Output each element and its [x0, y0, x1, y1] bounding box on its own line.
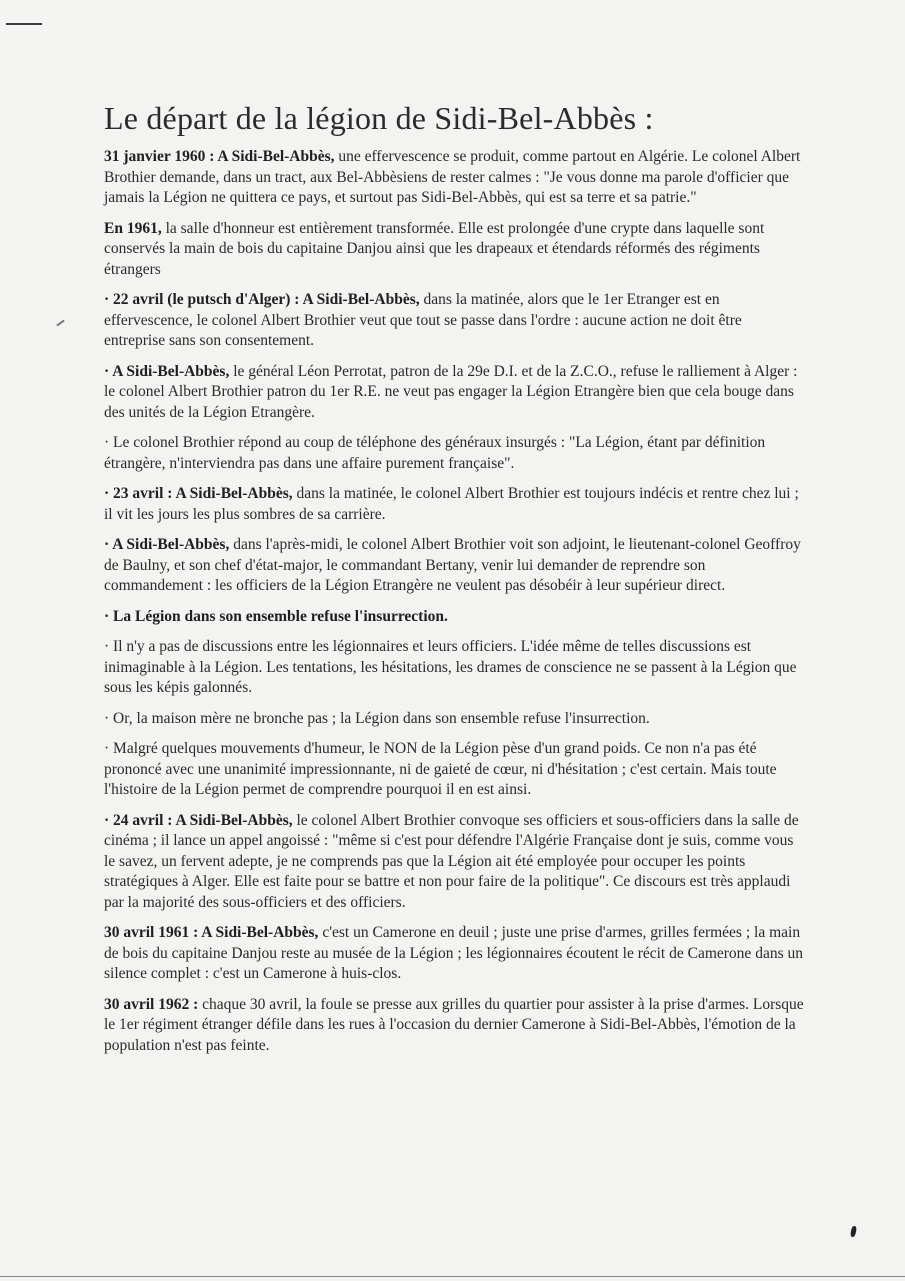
margin-pen-mark — [56, 320, 65, 327]
paragraph-14 — [104, 995, 804, 1057]
page-bottom-edge — [0, 1276, 905, 1277]
paragraph-text: le général Léon Perrotat, patron de la 29e D.I. et de la Z.C.O., refuse le ralliement à Alger : le colonel Albert Brothier patron du 1er R.E. ne veut pas engager la Légion Etrangère bien que cela bouge dans des unités de la Légion Etrangère. — [104, 362, 798, 421]
paragraph-lead: · 23 avril : A Sidi-Bel-Abbès, — [104, 485, 293, 502]
paragraph-lead: · La Légion dans son ensemble refuse l'insurrection. — [104, 607, 448, 625]
paragraph-13 — [104, 923, 804, 985]
paragraph-1 — [104, 147, 804, 209]
paragraph-text: · Or, la maison mère ne bronche pas ; la Légion dans son ensemble refuse l'insurrection. — [104, 709, 650, 727]
paragraph-lead: · A Sidi-Bel-Abbès, — [104, 362, 230, 380]
paragraph-9 — [104, 637, 804, 699]
document-body — [104, 100, 804, 1066]
paragraph-10 — [104, 709, 804, 730]
paragraph-text: · Il n'y a pas de discussions entre les légionnaires et leurs officiers. L'idée même de telles discussions est inimaginable à la Légion. Les tentations, les hésitations, les drames de conscience ne se passent à la Légion que sous les képis galonnés. — [104, 638, 797, 696]
paragraph-8 — [104, 607, 804, 628]
paragraph-6 — [104, 484, 804, 525]
page-title: Le départ de la légion de Sidi-Bel-Abbès : — [104, 100, 654, 136]
paragraph-2 — [104, 219, 804, 281]
paragraph-text: dans la matinée, le colonel Albert Brothier est toujours indécis et rentre chez lui ; il vit les jours les plus sombres de sa carrière. — [104, 485, 799, 523]
paragraph-text: c'est un Camerone en deuil ; juste une prise d'armes, grilles fermées ; la main de bois du capitaine Danjou reste au musée de la Légion ; les légionnaires écoutent le récit de Camerone dans un silence complet : c'est un Camerone à huis-clos. — [104, 924, 803, 982]
paragraph-text: dans la matinée, alors que le 1er Etranger est en effervescence, le colonel Albert Brothier veut que tout se passe dans l'ordre : aucune action ne doit être entreprise sans son consentement. — [104, 291, 742, 349]
paragraph-lead: 30 avril 1961 : A Sidi-Bel-Abbès, — [104, 924, 319, 941]
paragraph-text: dans l'après-midi, le colonel Albert Brothier voit son adjoint, le lieutenant-colonel Geoffroy de Baulny, et son chef d'état-major, le commandant Bertany, venir lui demander de reprendre son commandement : les officiers de la Légion Etrangère ne veulent pas désobéir à leur supérieur direct. — [104, 536, 801, 594]
paragraph-lead: En 1961, — [104, 219, 162, 237]
paragraph-text: la salle d'honneur est entièrement transformée. Elle est prolongée d'une crypte dans laquelle sont conservés la main de bois du capitaine Danjou ainsi que les drapeaux et étendards réformés des régiments étrangers — [104, 219, 765, 278]
paragraph-lead: · 22 avril (le putsch d'Alger) : A Sidi-Bel-Abbès, — [104, 291, 420, 308]
paragraph-text: le colonel Albert Brothier convoque ses officiers et sous-officiers dans la salle de cinéma ; il lance un appel angoissé : "même si c'est pour défendre l'Algérie Française dont je suis, comme vous le savez, un fervent adepte, je ne comprends pas que la Légion ait été employée pour occuper les points stratégiques à Alger. Elle est faite pour se battre et non pour faire de la politique". Ce discours est très applaudi par la majorité des sous-officiers et des officiers. — [104, 811, 799, 911]
paragraph-text: une effervescence se produit, comme partout en Algérie. Le colonel Albert Brothier demande, dans un tract, aux Bel-Abbèsiens de rester calmes : "Je vous donne ma parole d'officier que jamais la Légion ne quittera ce pays, et surtout pas Sidi-Bel-Abbès, qui est sa terre et sa patrie." — [104, 148, 801, 206]
paragraph-lead: · A Sidi-Bel-Abbès, — [104, 536, 230, 553]
paragraph-7 — [104, 535, 804, 597]
paragraph-12 — [104, 811, 804, 914]
paragraph-lead: 30 avril 1962 : — [104, 995, 199, 1013]
paragraph-lead: · 24 avril : A Sidi-Bel-Abbès, — [104, 811, 293, 829]
paragraph-text: chaque 30 avril, la foule se presse aux grilles du quartier pour assister à la prise d'armes. Lorsque le 1er régiment étranger défile dans les rues à l'occasion du dernier Camerone à Sidi-Bel-Abbès, l'émotion de la population n'est pas feinte. — [104, 995, 804, 1054]
paragraph-text: · Malgré quelques mouvements d'humeur, le NON de la Légion pèse d'un grand poids. Ce non n'a pas été prononcé avec une unanimité impressionnante, ni de gaieté de cœur, ni d'hésitation ; c'est certain. Mais toute l'histoire de la Légion permet de comprendre pourquoi il en est ainsi. — [104, 740, 777, 798]
paragraph-lead: 31 janvier 1960 : A Sidi-Bel-Abbès, — [104, 148, 335, 165]
paragraph-5 — [104, 433, 804, 474]
ink-spot — [850, 1226, 857, 1238]
paragraph-3 — [104, 290, 804, 352]
page-corner-mark — [6, 23, 42, 25]
paragraph-4 — [104, 362, 804, 424]
paragraph-text: · Le colonel Brothier répond au coup de téléphone des généraux insurgés : "La Légion, étant par définition étrangère, n'interviendra pas dans une affaire purement française". — [104, 434, 766, 472]
paragraph-11 — [104, 739, 804, 801]
